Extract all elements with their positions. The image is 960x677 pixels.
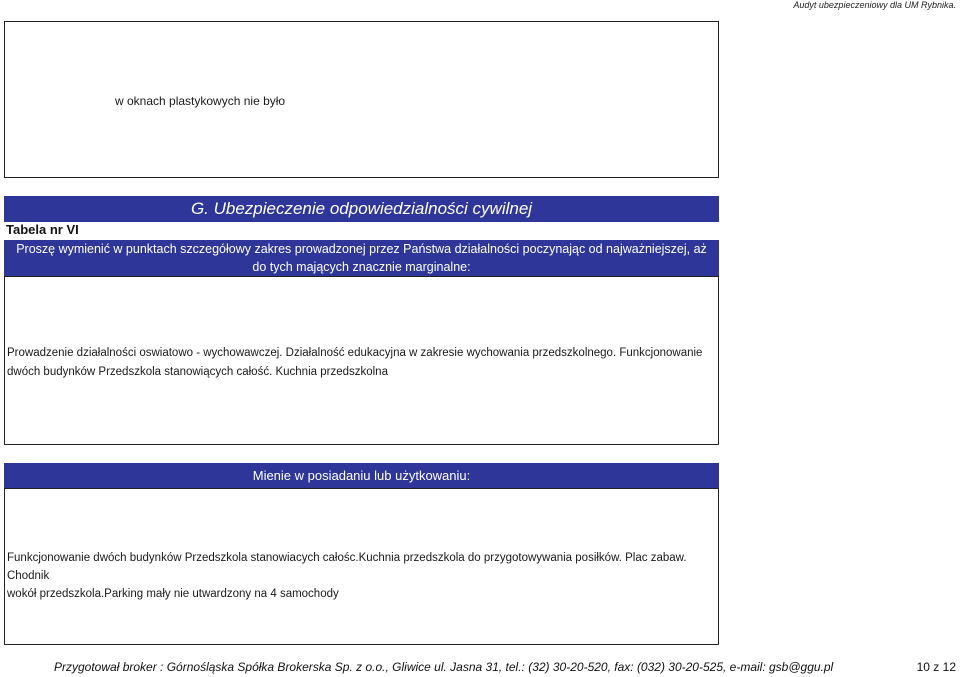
activity-scope-text xyxy=(7,344,708,382)
page-number: 10 z 12 xyxy=(916,660,956,674)
activity-scope-line-1: Prowadzenie działalności oswiatowo - wychowawczej. Działalność edukacyjna w zakresie wychowania przedszkolnego. Funkcjonowanie xyxy=(7,347,703,359)
question-line-1: Proszę wymienić w punktach szczegółowy zakres prowadzonej przez Państwa działalności poczynając od najważniejszej, aż xyxy=(16,242,707,256)
footer-broker-info: Przygotował broker : Górnośląska Spółka Brokerska Sp. z o.o., Gliwice ul. Jasna 31, tel.: (32) 30-20-520, fax: (032) 30-20-525, e-mail: gsb@ggu.pl xyxy=(54,660,834,674)
activity-scope-box xyxy=(4,276,719,445)
property-title-bar: Mienie w posiadaniu lub użytkowaniu: xyxy=(4,463,719,489)
table-label: Tabela nr VI xyxy=(6,222,79,237)
section-title-bar: G. Ubezpieczenie odpowiedzialności cywilnej xyxy=(4,196,719,222)
property-line-2: wokół przedszkola.Parking mały nie utwardzony na 4 samochody xyxy=(7,588,339,600)
question-line-2: do tych mających znacznie marginalne: xyxy=(252,260,471,274)
property-text xyxy=(7,549,714,603)
window-note-text: w oknach plastykowych nie było xyxy=(115,94,286,108)
text-box-window-note xyxy=(4,21,719,178)
property-box xyxy=(4,488,719,645)
question-bar xyxy=(4,240,719,276)
property-line-1: Funkcjonowanie dwóch budynków Przedszkola stanowiacych całośc.Kuchnia przedszkola do przygotowywania posiłków. Plac zabaw. Chodnik xyxy=(7,552,687,582)
document-header-note: Audyt ubezpieczeniowy dla UM Rybnika. xyxy=(793,0,956,10)
activity-scope-line-2: dwóch budynków Przedszkola stanowiących całość. Kuchnia przedszkolna xyxy=(7,366,388,378)
